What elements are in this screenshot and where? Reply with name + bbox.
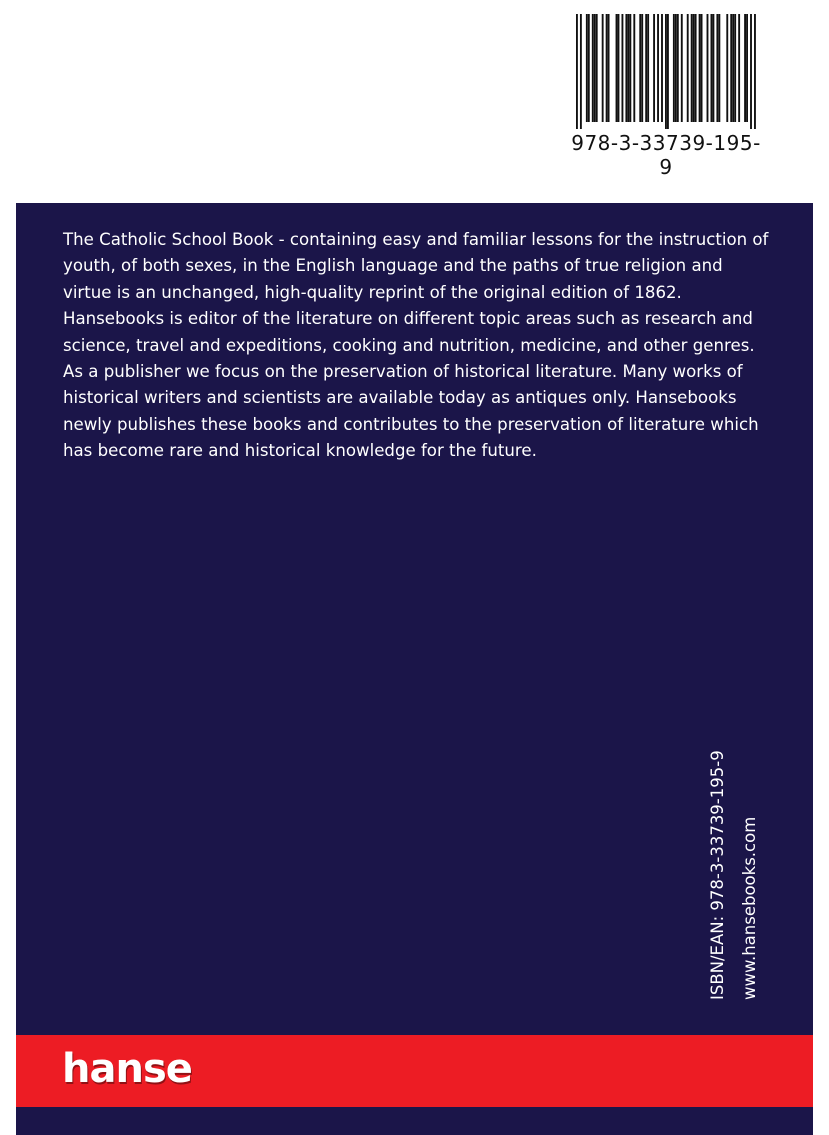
blurb: [63, 227, 775, 465]
barcode-bars: [576, 14, 756, 129]
hanse-logo: hanse: [62, 1046, 192, 1092]
blurb-publisher-info: Hansebooks is editor of the literature on different topic areas such as research and science, travel and expeditions, cooking and nutrition, medicine, and other genres. As a publisher we focus on the preservation of historical literature. Many works of historical writers and scientists are available today as antiques only. Hansebooks newly publishes these books and contributes to the preservation of literature which has become rare and historical knowledge for the future.: [63, 309, 759, 461]
blurb-description: The Catholic School Book - containing easy and familiar lessons for the instruction of youth, of both sexes, in the English language and the paths of true religion and virtue is an unchanged, high-quality reprint of the original edition of 1862.: [63, 230, 769, 302]
logo-band: [16, 1035, 813, 1107]
barcode: [566, 14, 766, 179]
website-label: www.hansebooks.com: [740, 816, 759, 1000]
back-cover: [16, 203, 813, 1135]
spine-info: [702, 700, 772, 1000]
isbn-label: ISBN/EAN: 978-3-33739-195-9: [708, 750, 727, 1000]
barcode-number: 978-3-33739-195-9: [571, 131, 761, 179]
